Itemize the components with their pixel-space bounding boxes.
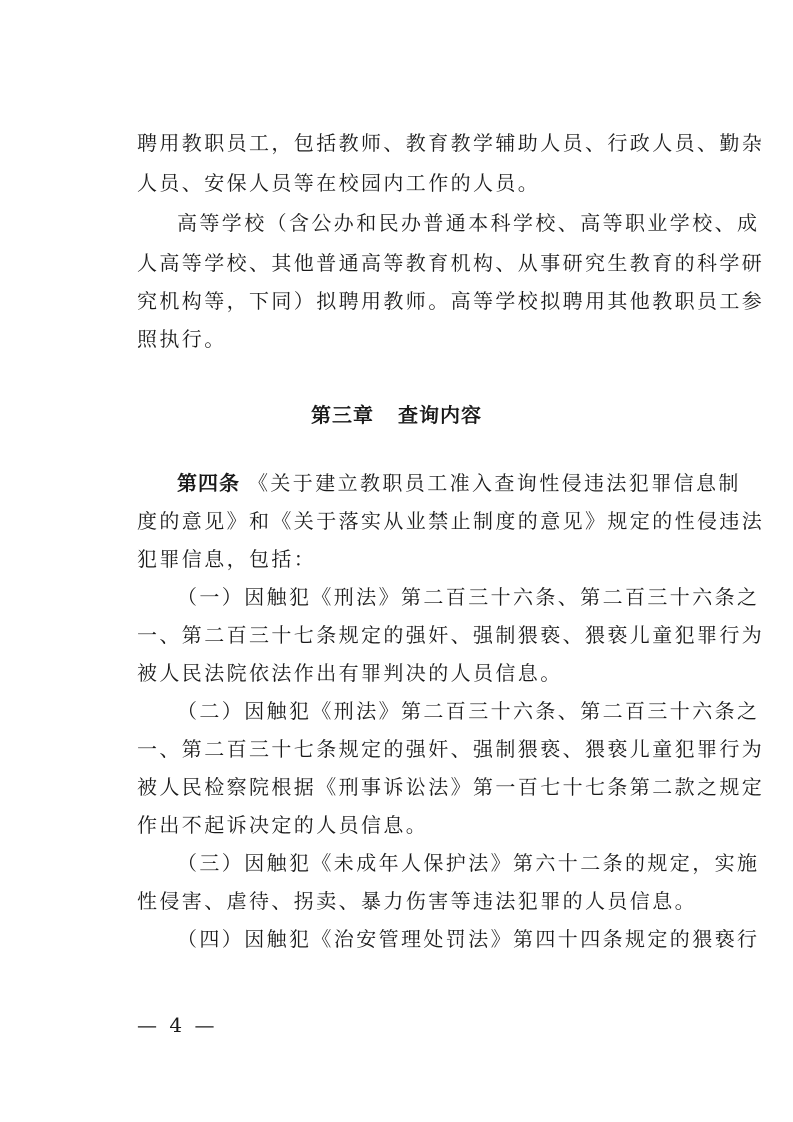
paragraph-2-line-1: 高等学校（含公办和民办普通本科学校、高等职业学校、成 bbox=[177, 211, 760, 235]
article-4-label: 第四条 bbox=[177, 471, 240, 495]
article-4-text: 《关于建立教职员工准入查询性侵违法犯罪信息制 bbox=[248, 471, 741, 495]
article-4-line-1 bbox=[177, 470, 741, 496]
paragraph-2-line-4: 照执行。 bbox=[137, 327, 227, 351]
item-1-line-3: 被人民法院依法作出有罪判决的人员信息。 bbox=[137, 661, 563, 685]
item-2-line-1: （二）因触犯《刑法》第二百三十六条、第二百三十六条之 bbox=[177, 699, 760, 723]
chapter-title: 查询内容 bbox=[398, 403, 482, 427]
item-1-line-1: （一）因触犯《刑法》第二百三十六条、第二百三十六条之 bbox=[177, 585, 760, 609]
item-2-line-3: 被人民检察院根据《刑事诉讼法》第一百七十七条第二款之规定 bbox=[137, 775, 765, 799]
item-4-line-1: （四）因触犯《治安管理处罚法》第四十四条规定的猥亵行 bbox=[177, 927, 760, 951]
article-4-line-3: 犯罪信息，包括： bbox=[137, 547, 317, 571]
paragraph-1-line-1: 聘用教职员工，包括教师、教育教学辅助人员、行政人员、勤杂 bbox=[137, 131, 765, 155]
article-4-line-2: 度的意见》和《关于落实从业禁止制度的意见》规定的性侵违法 bbox=[137, 509, 765, 533]
item-2-line-4: 作出不起诉决定的人员信息。 bbox=[137, 813, 429, 837]
paragraph-1-line-2: 人员、安保人员等在校园内工作的人员。 bbox=[137, 171, 541, 195]
item-3-line-2: 性侵害、虐待、拐卖、暴力伤害等违法犯罪的人员信息。 bbox=[137, 889, 697, 913]
item-2-line-2: 一、第二百三十七条规定的强奸、强制猥亵、猥亵儿童犯罪行为 bbox=[137, 737, 765, 761]
item-1-line-2: 一、第二百三十七条规定的强奸、强制猥亵、猥亵儿童犯罪行为 bbox=[137, 623, 765, 647]
chapter-number: 第三章 bbox=[311, 403, 374, 427]
page-number: — 4 — bbox=[137, 1013, 218, 1037]
chapter-heading bbox=[0, 402, 793, 428]
item-3-line-1: （三）因触犯《未成年人保护法》第六十二条的规定，实施 bbox=[177, 851, 760, 875]
paragraph-2-line-2: 人高等学校、其他普通高等教育机构、从事研究生教育的科学研 bbox=[137, 251, 765, 275]
paragraph-2-line-3: 究机构等，下同）拟聘用教师。高等学校拟聘用其他教职员工参 bbox=[137, 289, 765, 313]
